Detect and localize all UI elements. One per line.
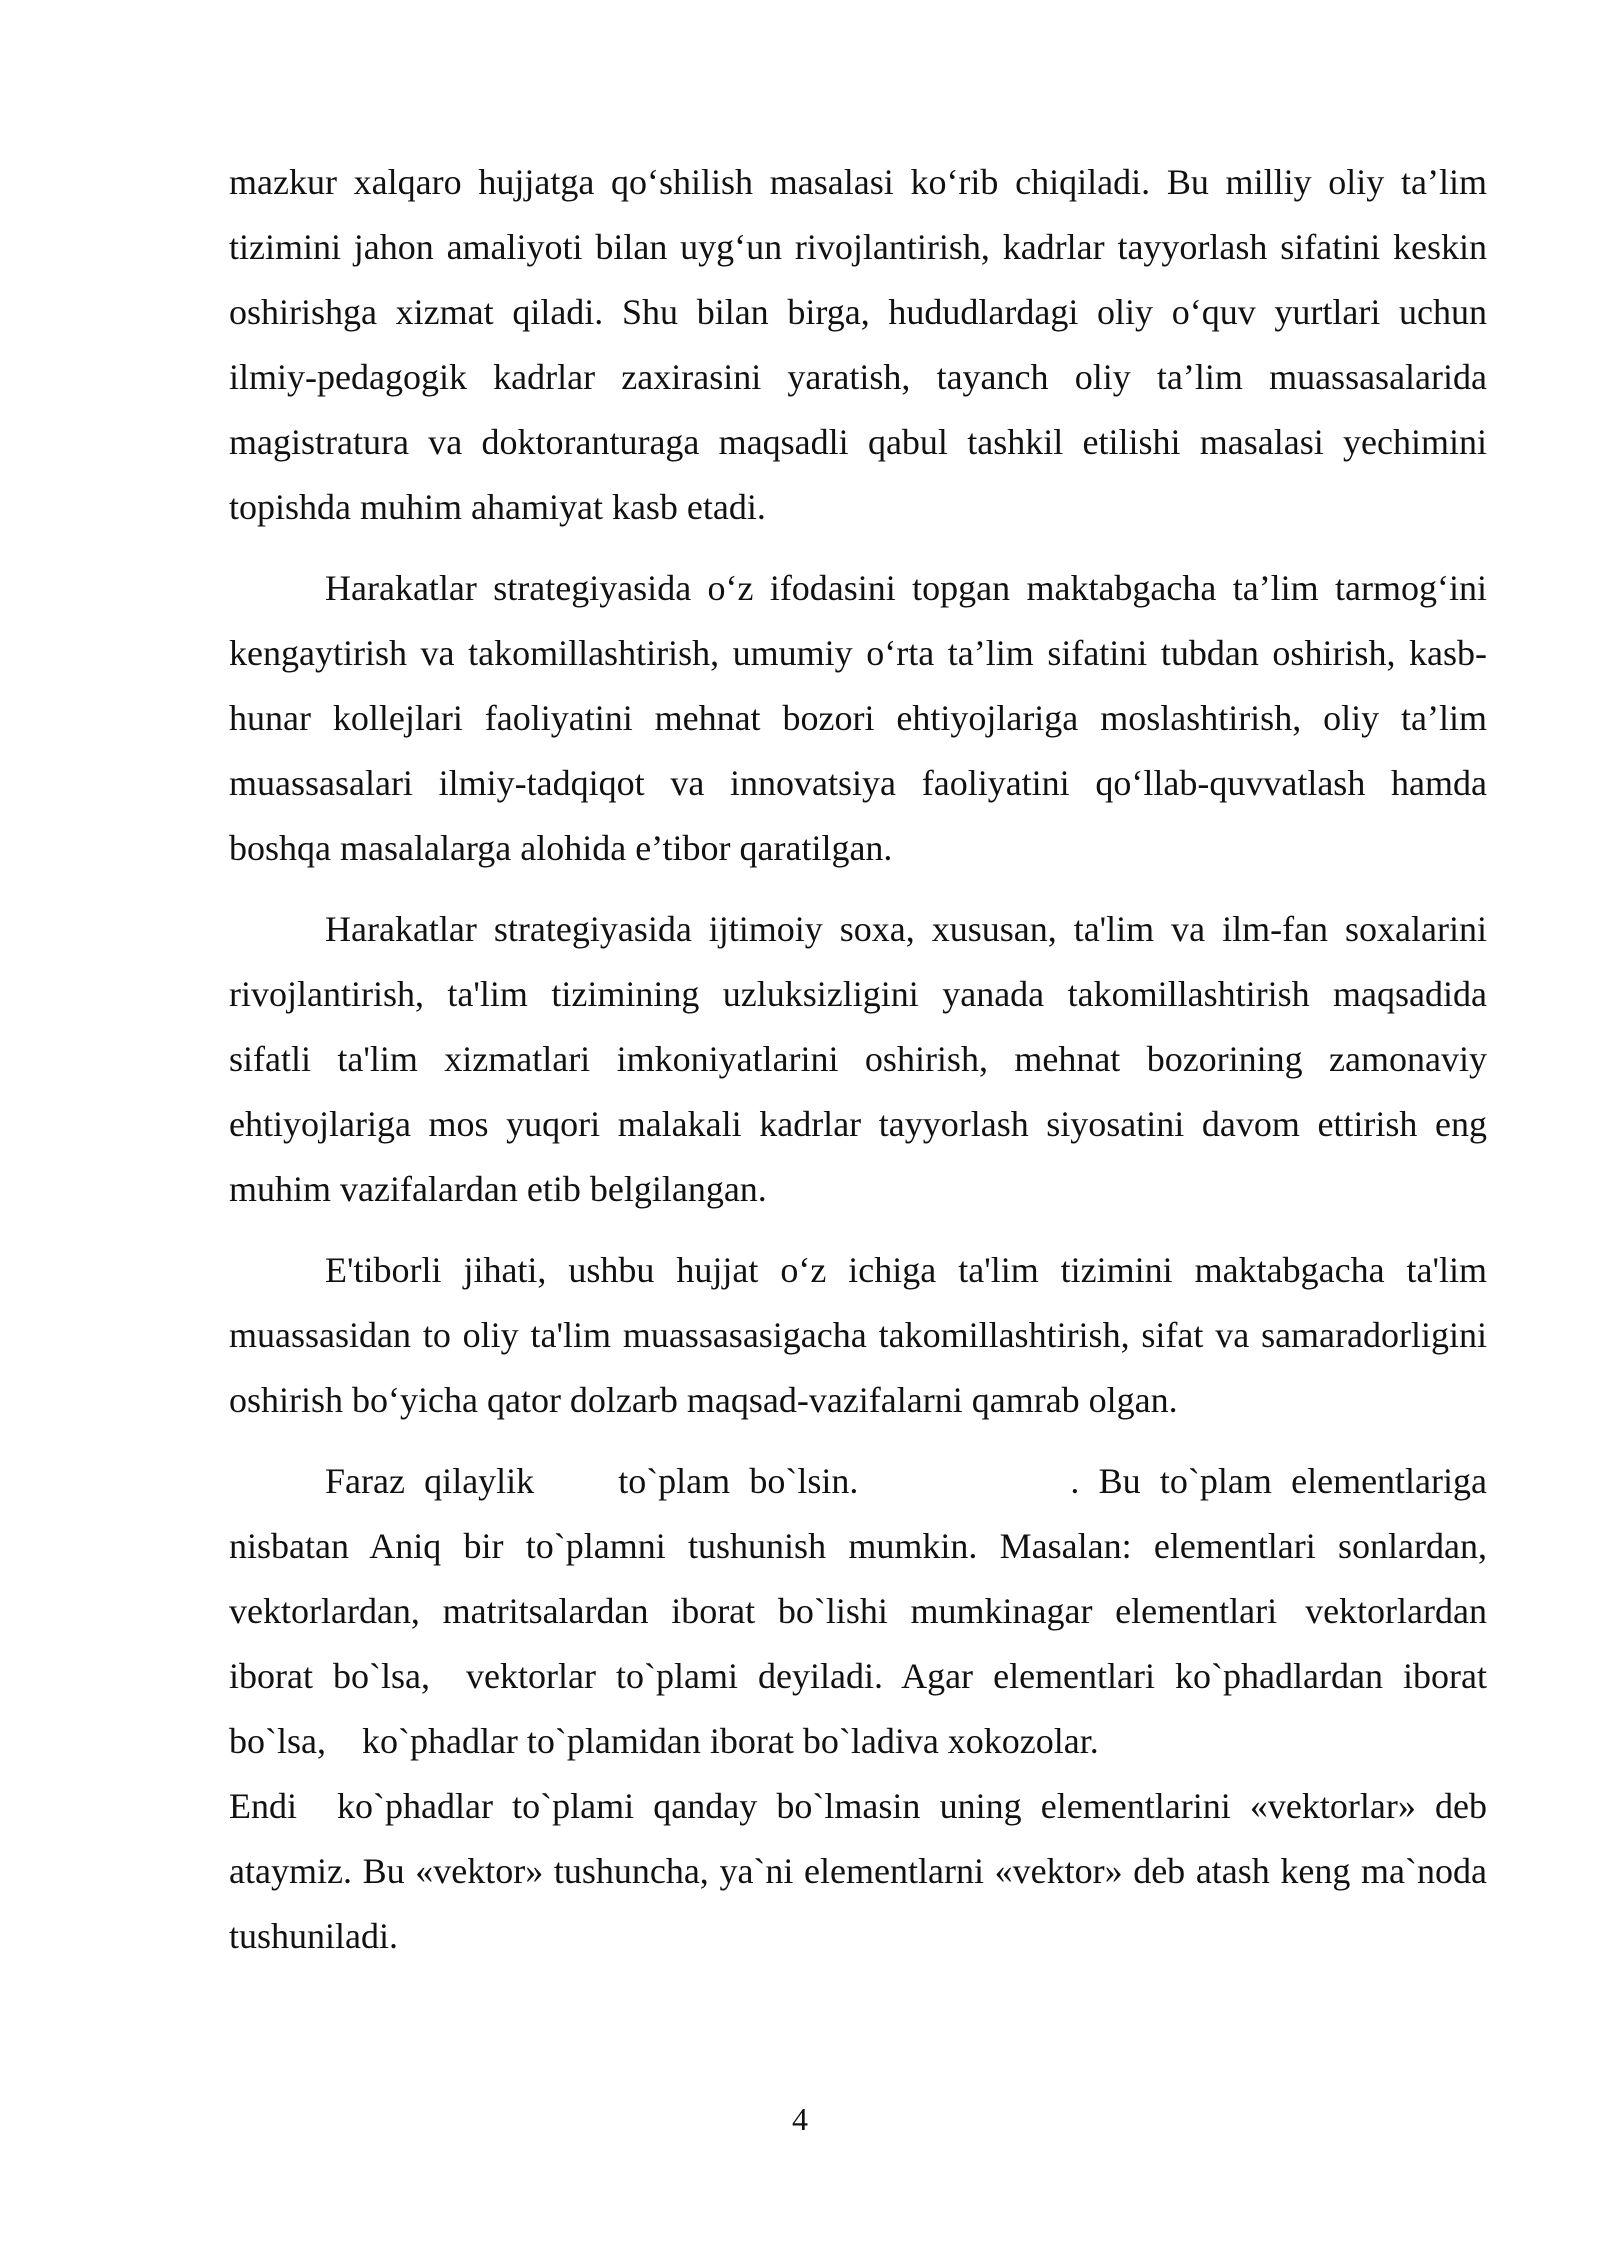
vector-text-segment-2: ko`phadlar to`plami qanday bo`lmasin uning elementlarini «vektorlar» deb ataymiz. Bu «vektor» tushuncha, ya`ni elementlarni «vektor» deb atash keng ma`noda tushuniladi. (229, 1786, 1487, 1956)
page-number: 4 (792, 2101, 808, 2137)
math-text-segment-4: vektorlardan iborat bo`lsa, (229, 1591, 1487, 1696)
paragraph-2: Harakatlar strategiyasida o‘z ifodasini topgan maktabgacha ta’lim tarmog‘ini kengaytirish va takomillashtirish, umumiy o‘rta ta’lim sifatini tubdan oshirish, kasb-hunar kollejlari faoliyatini mehnat bozori ehtiyojlariga moslashtirish, oliy ta’lim muassasalari ilmiy-tadqiqot va innovatsiya faoliyatini qo‘llab-quvvatlash hamda boshqa masalalarga alohida e’tibor qaratilgan. (229, 568, 1487, 868)
paragraph-3: Harakatlar strategiyasida ijtimoiy soxa, xususan, ta'lim va ilm-fan soxalarini rivojlantirish, ta'lim tizimining uzluksizligini yanada takomillashtirish maqsadida sifatli ta'lim xizmatlari imkoniyatlarini oshirish, mehnat bozorining zamonaviy ehtiyojlariga mos yuqori malakali kadrlar tayyorlash siyosatini davom ettirish eng muhim vazifalardan etib belgilangan. (229, 909, 1487, 1209)
paragraph-vectors (229, 1774, 1487, 1969)
paragraph-1: mazkur xalqaro hujjatga qo‘shilish masalasi ko‘rib chiqiladi. Bu milliy oliy ta’lim tizimini jahon amaliyoti bilan uyg‘un rivojlantirish, kadrlar tayyorlash sifatini keskin oshirishga xizmat qiladi. Shu bilan birga, hududlardagi oliy o‘quv yurtlari uchun ilmiy-pedagogik kadrlar zaxirasini yaratish, tayanch oliy ta’lim muassasalarida magistratura va doktoranturaga maqsadli qabul tashkil etilishi masalasi yechimini topishda muhim ahamiyat kasb etadi. (229, 162, 1487, 527)
paragraph-4: E'tiborli jihati, ushbu hujjat o‘z ichiga ta'lim tizimini maktabgacha ta'lim muassasidan to oliy ta'lim muassasasigacha takomillashtirish, sifat va samaradorligini oshirish bo‘yicha qator dolzarb maqsad-vazifalarni qamrab olgan. (229, 1250, 1487, 1420)
math-text-segment-6: ko`phadlar to`plamidan iborat bo`ladiva xokozolar. (361, 1721, 1099, 1761)
math-text-segment-1: Faraz qilaylik (325, 1461, 535, 1501)
paragraph-math-sets (229, 1449, 1487, 1774)
vector-text-segment-1: Endi (229, 1786, 297, 1826)
math-text-segment-5: vektorlar to`plami deyiladi. Agar elementlari ko`phadlardan iborat bo`lsa, (229, 1656, 1488, 1761)
math-text-segment-2: to`plam bo`lsin. (618, 1461, 859, 1501)
math-text-segment-3: . Bu to`plam elementlariga nisbatan Aniq bir to`plamni tushunish mumkin. Masalan: elementlari sonlardan, vektorlardan, matritsalardan iborat bo`lishi mumkinagar elementlari (229, 1461, 1488, 1631)
document-page (229, 150, 1487, 1969)
